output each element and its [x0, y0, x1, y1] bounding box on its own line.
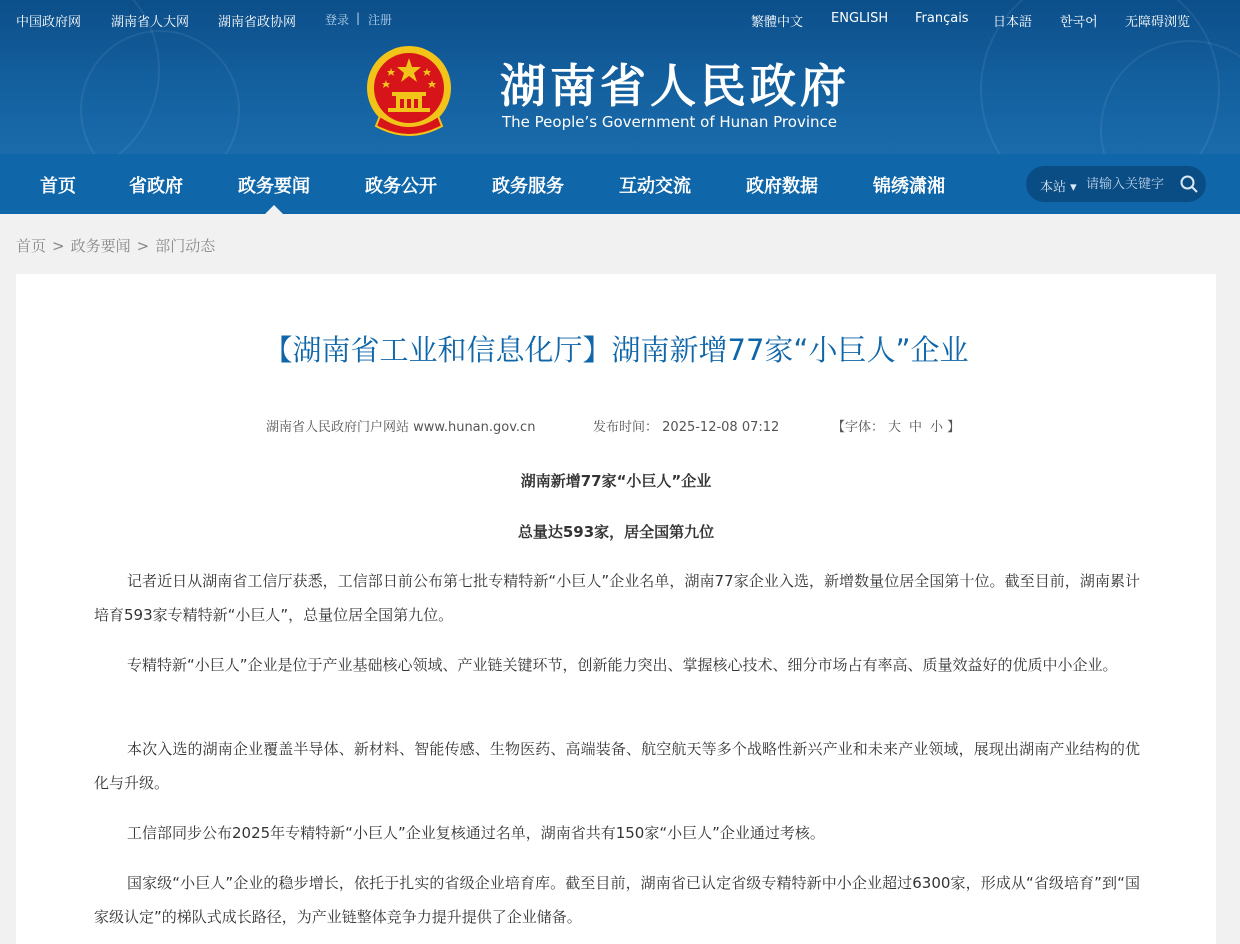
login-link[interactable]: 登录 [325, 13, 350, 27]
lang-french[interactable]: Français [915, 11, 969, 26]
site-title: 湖南省人民政府 [500, 59, 850, 113]
breadcrumb-department-news[interactable]: 部门动态 [155, 237, 216, 255]
link-hunan-cppcc[interactable]: 湖南省政协网 [218, 15, 297, 30]
article-paragraph: 专精特新“小巨人”企业是位于产业基础核心领域、产业链关键环节，创新能力突出、掌握核心技术、细分市场占有率高、质量效益好的优质中小企业。 [127, 656, 1118, 674]
article-container [16, 274, 1216, 944]
link-gov-cn[interactable]: 中国政府网 [16, 15, 82, 30]
font-size-large[interactable]: 大 [888, 420, 902, 435]
font-size-medium[interactable]: 中 [909, 420, 923, 435]
article-paragraph: 记者近日从湖南省工信厅获悉，工信部日前公布第七批专精特新“小巨人”企业名单，湖南77家企业入选，新增数量位居全国第十位。截至目前，湖南累计培育593家专精特新“小巨人”，总量位居全国第九位。 [94, 572, 1140, 624]
article-paragraph: 国家级“小巨人”企业的稳步增长，依托于扎实的省级企业培育库。截至目前，湖南省已认定省级专精特新中小企业超过6300家，形成从“省级培育”到“国家级认定”的梯队式成长路径，为产业链整体竞争力提升提供了企业储备。 [94, 874, 1140, 926]
nav-splendid-xiaoxiang[interactable]: 锦绣潇湘 [873, 176, 945, 197]
nav-provincial-government[interactable]: 省政府 [129, 176, 183, 197]
nav-government-services[interactable]: 政务服务 [492, 176, 564, 197]
font-size-switcher: 【字体： 大 中 小 】 [832, 420, 961, 435]
article-subtitle: 湖南新增77家“小巨人”企业 [520, 472, 712, 490]
breadcrumb-separator: > [136, 237, 150, 255]
nav-government-data[interactable]: 政府数据 [746, 176, 818, 197]
article-paragraph: 工信部同步公布2025年专精特新“小巨人”企业复核通过名单，湖南省共有150家“小巨人”企业通过考核。 [127, 824, 825, 842]
breadcrumb-separator: > [52, 237, 65, 255]
site-header [0, 0, 1240, 154]
article-title: 【湖南省工业和信息化厅】湖南新增77家“小巨人”企业 [263, 333, 969, 367]
accessibility-link[interactable]: 无障碍浏览 [1125, 15, 1191, 30]
search-scope-select[interactable]: 本站 ▾ [1040, 180, 1077, 195]
national-emblem-icon [366, 46, 452, 140]
lang-korean[interactable]: 한국어 [1060, 15, 1098, 30]
breadcrumb [16, 235, 215, 256]
font-size-small[interactable]: 小 [930, 420, 944, 435]
lang-traditional-chinese[interactable]: 繁體中文 [751, 15, 804, 30]
breadcrumb-news[interactable]: 政务要闻 [70, 237, 131, 255]
lang-japanese[interactable]: 日本語 [993, 15, 1033, 30]
login-divider: | [356, 11, 361, 25]
article-source: 湖南省人民政府门户网站 www.hunan.gov.cn [266, 420, 536, 435]
site-subtitle: The People’s Government of Hunan Province [502, 113, 837, 131]
lang-english[interactable]: ENGLISH [831, 11, 889, 26]
nav-government-news[interactable]: 政务要闻 [238, 176, 310, 197]
search-box [1026, 166, 1206, 202]
register-link[interactable]: 注册 [368, 13, 393, 27]
article-paragraph: 本次入选的湖南企业覆盖半导体、新材料、智能传感、生物医药、高端装备、航空航天等多个战略性新兴产业和未来产业领域，展现出湖南产业结构的优化与升级。 [94, 740, 1140, 792]
active-nav-indicator [265, 205, 283, 214]
nav-government-affairs[interactable]: 政务公开 [365, 176, 437, 197]
search-input[interactable] [1086, 174, 1178, 194]
article-subtitle: 总量达593家，居全国第九位 [517, 523, 715, 541]
nav-interaction[interactable]: 互动交流 [619, 176, 691, 197]
nav-home[interactable]: 首页 [40, 176, 76, 197]
top-bar [0, 0, 1240, 40]
link-hunan-npc[interactable]: 湖南省人大网 [111, 15, 190, 30]
breadcrumb-home[interactable]: 首页 [16, 237, 47, 255]
search-icon[interactable] [1180, 175, 1198, 193]
publish-time: 发布时间： 2025-12-08 07:12 [593, 420, 780, 435]
main-nav [0, 154, 1240, 214]
